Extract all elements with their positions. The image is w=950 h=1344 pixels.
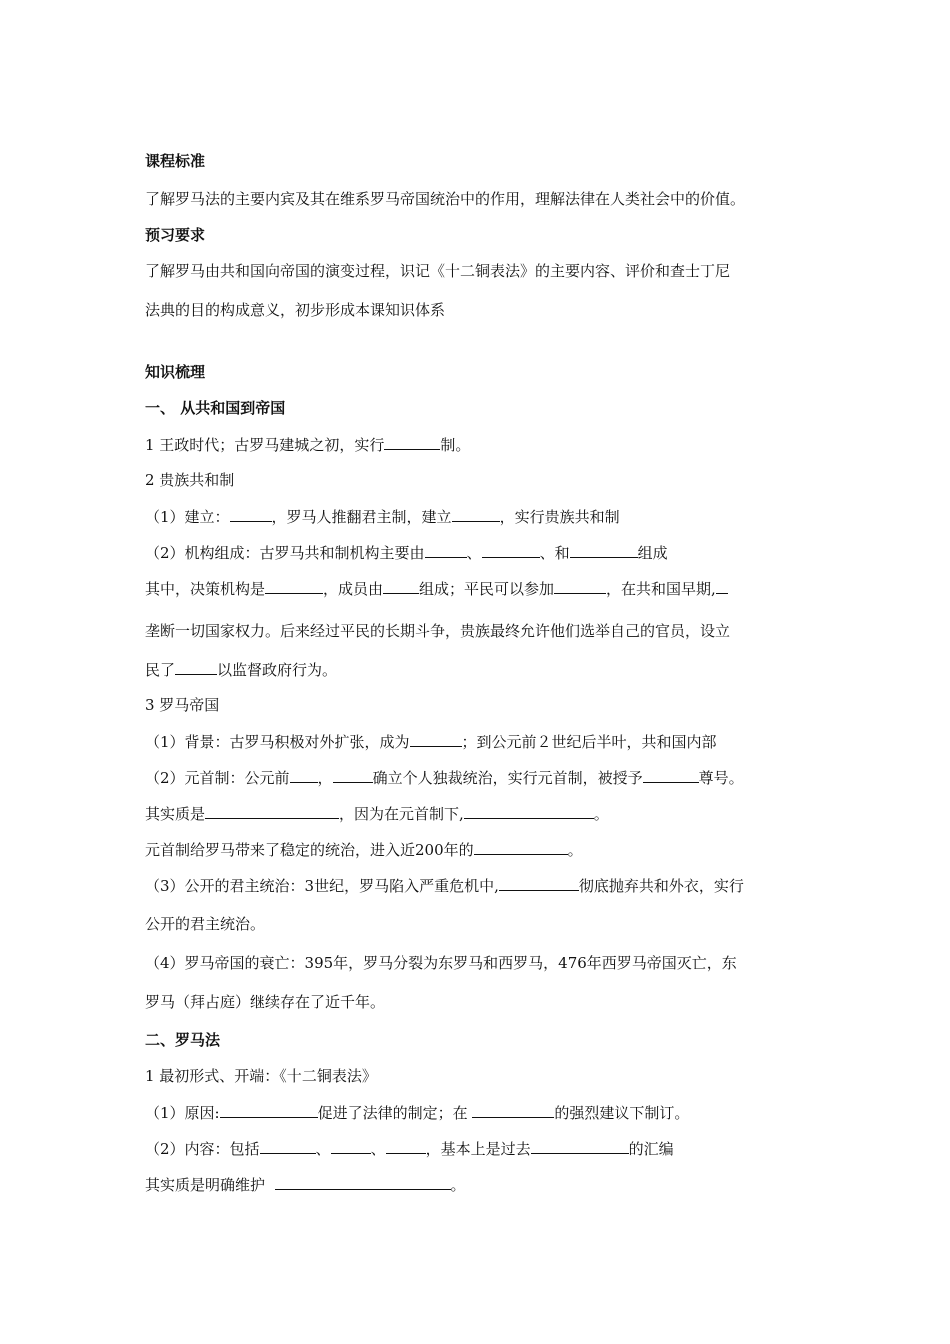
fill-blank[interactable] <box>275 1174 451 1190</box>
paragraph-4-3: 其实质是明确维护 。 <box>145 1176 466 1194</box>
fill-blank[interactable] <box>265 578 323 594</box>
fill-blank[interactable] <box>452 506 500 522</box>
preview-text-1: 了解罗马由共和国向帝国的演变过程，识记《十二铜表法》的主要内容、评价和查士丁尼 <box>145 262 731 280</box>
fill-blank[interactable] <box>230 506 272 522</box>
paragraph-2-4: 垄断一切国家权力。后来经过平民的长期斗争，贵族最终允许他们选举自己的官员，设立 <box>145 622 731 640</box>
paragraph-3: 3 罗马帝国 <box>145 696 220 714</box>
fill-blank[interactable] <box>331 1138 371 1154</box>
fill-blank[interactable] <box>464 803 594 819</box>
fill-blank[interactable] <box>260 1138 316 1154</box>
fill-blank[interactable] <box>384 434 440 450</box>
fill-blank[interactable] <box>474 839 568 855</box>
paragraph-2-2: （2）机构组成：古罗马共和制机构主要由 、 、和 组成 <box>145 544 668 562</box>
paragraph-4-1: （1）原因: 促进了法律的制定；在 的强烈建议下制订。 <box>145 1104 690 1122</box>
paragraph-2-5: 民了 以监督政府行为。 <box>145 661 338 679</box>
paragraph-2-3: 其中，决策机构是 ，成员由 组成；平民可以参加 ，在共和国早期, <box>145 578 728 599</box>
curriculum-heading: 课程标准 <box>145 152 206 170</box>
fill-blank[interactable] <box>554 578 606 594</box>
fill-blank[interactable] <box>383 578 419 594</box>
fill-blank[interactable] <box>410 731 462 747</box>
paragraph-3-8: 罗马（拜占庭）继续存在了近千年。 <box>145 993 386 1011</box>
fill-blank[interactable] <box>333 767 373 783</box>
paragraph-4: 1 最初形式、开端：《十二铜表法》 <box>145 1067 377 1085</box>
fill-blank[interactable] <box>386 1138 426 1154</box>
fill-blank[interactable] <box>220 1102 318 1118</box>
paragraph-4-2: （2）内容：包括 、 、 ，基本上是过去 的汇编 <box>145 1140 674 1158</box>
fill-blank[interactable] <box>472 1102 554 1118</box>
section2-title: 二、罗马法 <box>145 1031 221 1049</box>
paragraph-1: 1 王政时代；古罗马建城之初，实行 制。 <box>145 436 471 454</box>
preview-heading: 预习要求 <box>145 226 206 244</box>
fill-blank[interactable] <box>175 659 217 675</box>
paragraph-3-5: （3）公开的君主统治：3世纪，罗马陷入严重危机中, 彻底抛弃共和外衣，实行 <box>145 877 744 895</box>
fill-blank[interactable] <box>570 542 638 558</box>
section1-title: 一、 从共和国到帝国 <box>145 399 286 417</box>
paragraph-3-4: 元首制给罗马带来了稳定的统治，进入近200年的 。 <box>145 841 583 859</box>
paragraph-2: 2 贵族共和制 <box>145 471 235 489</box>
preview-text-2: 法典的目的构成意义，初步形成本课知识体系 <box>145 301 446 319</box>
curriculum-text: 了解罗马法的主要内宾及其在维系罗马帝国统治中的作用，理解法律在人类社会中的价值。 <box>145 190 746 208</box>
paragraph-3-7: （4）罗马帝国的衰亡：395年，罗马分裂为东罗马和西罗马，476年西罗马帝国灭亡，东 <box>145 954 737 972</box>
knowledge-heading: 知识梳理 <box>145 363 206 381</box>
fill-blank[interactable] <box>716 578 728 594</box>
fill-blank[interactable] <box>290 767 318 783</box>
fill-blank[interactable] <box>205 803 339 819</box>
fill-blank[interactable] <box>643 767 699 783</box>
paragraph-3-1: （1）背景：古罗马积极对外扩张，成为 ；到公元前２世纪后半叶，共和国内部 <box>145 733 717 751</box>
paragraph-2-1: （1）建立： ，罗马人推翻君主制，建立 ，实行贵族共和制 <box>145 508 620 526</box>
paragraph-3-3: 其实质是 ，因为在元首制下, 。 <box>145 805 609 823</box>
fill-blank[interactable] <box>499 875 579 891</box>
fill-blank[interactable] <box>482 542 540 558</box>
paragraph-3-6: 公开的君主统治。 <box>145 915 266 933</box>
fill-blank[interactable] <box>425 542 467 558</box>
paragraph-3-2: （2）元首制：公元前 ， 确立个人独裁统治，实行元首制，被授予 尊号。 <box>145 769 744 787</box>
fill-blank[interactable] <box>531 1138 629 1154</box>
